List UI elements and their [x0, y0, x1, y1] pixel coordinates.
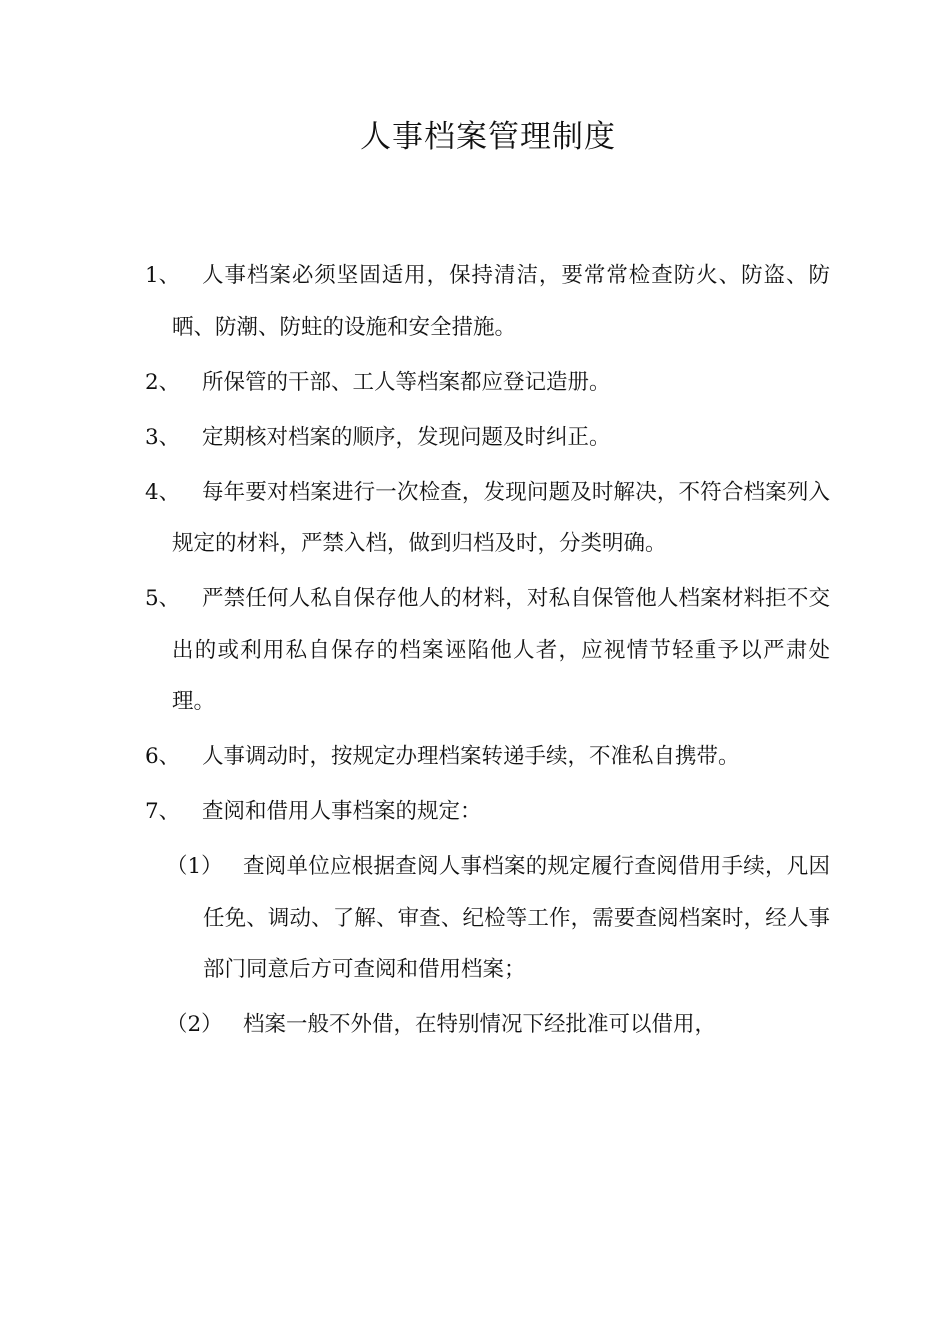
item-text: 查阅和借用人事档案的规定： — [202, 799, 482, 824]
document-title: 人事档案管理制度 — [360, 119, 616, 155]
item-number: 2、 — [145, 369, 181, 395]
sub-item-text: 档案一般不外借，在特别情况下经批准可以借用， — [243, 1012, 717, 1037]
item-text: 人事调动时，按规定办理档案转递手续，不准私自携带。 — [202, 744, 740, 769]
item-number: 7、 — [145, 799, 181, 824]
list-item — [0, 357, 950, 409]
item-number: 3、 — [145, 424, 181, 450]
item-text: 人事档案必须坚固适用，保持清洁，要常常检查防火、防盗、防晒、防潮、防蛀的设施和安全措施。 — [172, 263, 830, 340]
item-text: 定期核对档案的顺序，发现问题及时纠正。 — [202, 424, 611, 450]
item-number: 1、 — [145, 263, 181, 288]
list-item — [0, 250, 950, 353]
regulation-list — [0, 250, 950, 1054]
list-item — [0, 573, 950, 728]
sub-list-item — [0, 999, 950, 1051]
item-text: 所保管的干部、工人等档案都应登记造册。 — [202, 369, 611, 395]
item-number: 4、 — [145, 479, 181, 505]
item-number: 5、 — [145, 586, 181, 611]
list-item — [0, 731, 950, 783]
sub-item-number: （2） — [166, 1012, 223, 1037]
sub-item-number: （1） — [166, 854, 223, 879]
item-number: 6、 — [145, 744, 181, 769]
sub-item-text: 查阅单位应根据查阅人事档案的规定履行查阅借用手续，凡因任免、调动、了解、审查、纪检等工作，需要查阅档案时，经人事部门同意后方可查阅和借用档案； — [203, 854, 830, 982]
list-item — [0, 412, 950, 464]
list-item — [0, 786, 950, 838]
list-item — [0, 467, 950, 570]
item-text: 严禁任何人私自保存他人的材料，对私自保管他人档案材料拒不交出的或利用私自保存的档案诬陷他人者，应视情节轻重予以严肃处理。 — [172, 586, 830, 714]
sub-list-item — [0, 841, 950, 996]
item-text: 每年要对档案进行一次检查，发现问题及时解决，不符合档案列入规定的材料，严禁入档，做到归档及时，分类明确。 — [172, 479, 830, 556]
